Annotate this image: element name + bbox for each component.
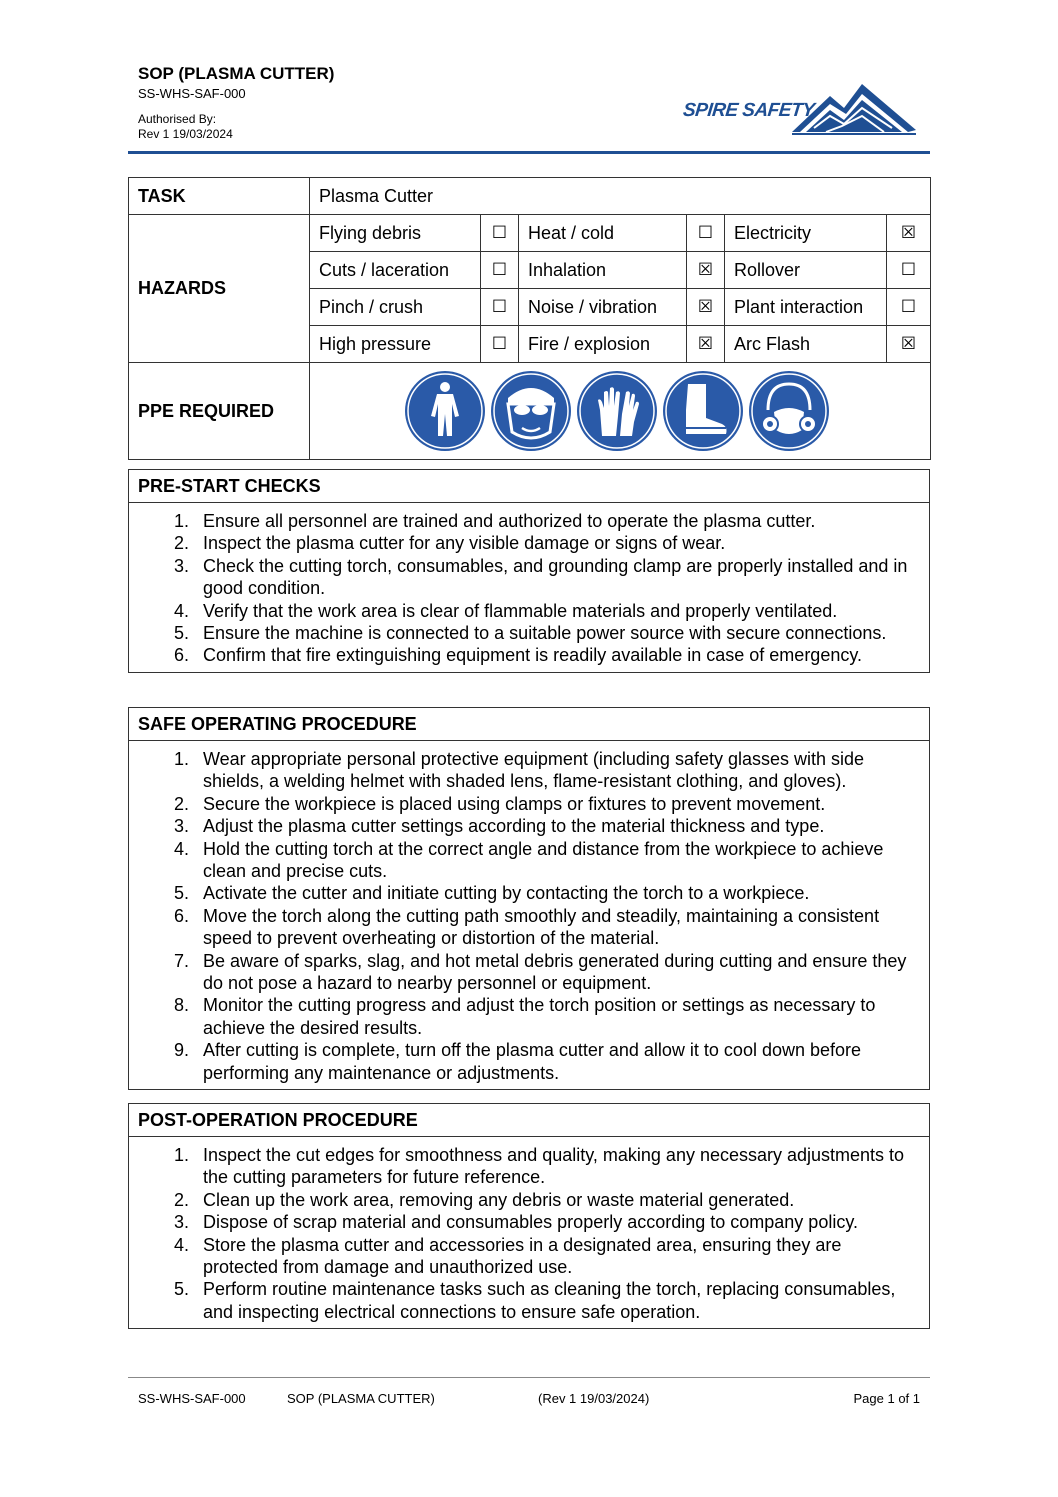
footer-divider [128,1377,930,1378]
list-item-text: Check the cutting torch, consumables, and grounding clamp are properly installed and in good condition. [203,555,908,599]
list-item-number: 3. [173,1212,189,1233]
list-item [129,905,921,950]
hazard-checkbox[interactable]: ☒ [687,289,725,326]
list-item-number: 1. [173,1145,189,1165]
list-item [129,994,921,1039]
hazard-name: High pressure [310,326,481,363]
list-item [129,1144,921,1189]
hazard-name: Cuts / laceration [310,252,481,289]
list-item-number: 7. [173,950,189,971]
list-item [129,1234,921,1279]
hazard-name: Rollover [725,252,887,289]
list-item [129,532,921,554]
hazard-checkbox[interactable]: ☒ [687,252,725,289]
authorised-by-label: Authorised By: [138,112,217,126]
list-item-number: 6. [173,645,189,666]
ppe-label: PPE REQUIRED [129,363,310,460]
list-item-text: Perform routine maintenance tasks such as cleaning the torch, replacing consumables, and inspecting electrical connections to ensure safe operation. [203,1279,896,1322]
hazard-name: Noise / vibration [519,289,687,326]
list-item-text: Wear appropriate personal protective equipment (including safety glasses with side shields, a welding helmet with shaded lens, flame-resistant clothing, and gloves). [203,749,865,792]
list-item [129,1211,921,1233]
safe-operating-procedure-section [128,707,930,1090]
list-item-number: 3. [173,555,189,576]
footer-revision: (Rev 1 19/03/2024) [538,1391,650,1406]
hazard-name: Fire / explosion [519,326,687,363]
list-item-text: After cutting is complete, turn off the plasma cutter and allow it to cool down before performing any maintenance or adjustments. [203,1040,862,1083]
list-item-number: 5. [173,883,189,904]
task-label: TASK [129,178,310,215]
hazard-name: Inhalation [519,252,687,289]
hazard-name: Plant interaction [725,289,887,326]
hazard-name: Pinch / crush [310,289,481,326]
list-item-text: Dispose of scrap material and consumables properly according to company policy. [203,1212,858,1233]
list-item-number: 9. [173,1040,189,1061]
list-item-text: Activate the cutter and initiate cutting by contacting the torch to a workpiece. [203,883,810,904]
list-item [129,644,921,666]
safety-boots-icon [662,370,744,452]
list-item [129,882,921,904]
list-item-number: 3. [173,816,189,837]
hazard-checkbox[interactable]: ☐ [481,326,519,363]
pre-start-checks-section [128,469,930,673]
list-item [129,1039,921,1084]
hazard-checkbox[interactable]: ☒ [887,326,931,363]
pre-start-checks-list [129,510,921,667]
mountain-logo-icon [792,82,916,136]
safe-operating-procedure-heading: SAFE OPERATING PROCEDURE [129,708,929,741]
list-item-text: Move the torch along the cutting path smoothly and steadily, maintaining a consistent speed to prevent overheating or distortion of the material. [203,905,880,949]
list-item-number: 2. [173,533,189,554]
respirator-mask-icon [748,370,830,452]
list-item [129,793,921,815]
list-item [129,510,921,532]
hazard-checkbox[interactable]: ☐ [687,215,725,252]
document-header [138,64,334,142]
hazard-name: Arc Flash [725,326,887,363]
list-item-text: Secure the workpiece is placed using clamps or fixtures to prevent movement. [203,793,826,814]
list-item [129,622,921,644]
list-item-number: 2. [173,793,189,814]
list-item-number: 5. [173,623,189,644]
list-item-number: 2. [173,1189,189,1210]
list-item [129,1278,921,1323]
list-item [129,555,921,600]
list-item-text: Clean up the work area, removing any debris or waste material generated. [203,1189,795,1210]
list-item-number: 4. [173,1234,189,1255]
list-item-text: Inspect the plasma cutter for any visible damage or signs of wear. [203,533,726,554]
document-title: SOP (PLASMA CUTTER) [138,64,335,83]
list-item [129,600,921,622]
list-item [129,1189,921,1211]
list-item-text: Monitor the cutting progress and adjust the torch position or settings as necessary to achieve the desired results. [203,995,876,1038]
hazard-name: Flying debris [310,215,481,252]
footer-title: SOP (PLASMA CUTTER) [287,1391,435,1406]
list-item-text: Ensure all personnel are trained and authorized to operate the plasma cutter. [203,511,816,531]
list-item-text: Ensure the machine is connected to a suitable power source with secure connections. [203,623,887,644]
hazard-row [129,215,931,252]
hazard-checkbox[interactable]: ☒ [687,326,725,363]
header-divider [128,151,930,154]
task-value: Plasma Cutter [310,178,931,215]
hazard-checkbox[interactable]: ☐ [481,252,519,289]
list-item-number: 4. [173,838,189,859]
hazards-label: HAZARDS [129,215,310,363]
pre-start-checks-heading: PRE-START CHECKS [129,470,929,503]
list-item-number: 4. [173,600,189,621]
hazard-checkbox[interactable]: ☐ [481,289,519,326]
list-item-text: Be aware of sparks, slag, and hot metal debris generated during cutting and ensure they do not pose a hazard to nearby personnel or equipment. [203,950,907,994]
safe-operating-procedure-list [129,748,921,1084]
list-item [129,838,921,883]
hazard-checkbox[interactable]: ☐ [887,252,931,289]
task-row [129,178,931,215]
list-item-text: Store the plasma cutter and accessories in a designated area, ensuring they are protected from damage and unauthorized use. [203,1234,842,1278]
hazard-name: Electricity [725,215,887,252]
list-item-number: 1. [173,749,189,769]
ppe-icons-cell [310,363,931,460]
list-item-number: 6. [173,905,189,926]
company-logo [680,82,918,136]
safety-gloves-icon [576,370,658,452]
list-item-text: Adjust the plasma cutter settings according to the material thickness and type. [203,816,825,837]
task-hazard-table [128,177,931,460]
list-item [129,950,921,995]
hazard-checkbox[interactable]: ☒ [887,215,931,252]
revision-label: Rev 1 19/03/2024 [138,127,233,141]
list-item-text: Inspect the cut edges for smoothness and quality, making any necessary adjustments to the cutting parameters for future reference. [203,1145,905,1188]
logo-text: SPIRE SAFETY [681,100,816,121]
post-operation-procedure-section [128,1103,930,1329]
footer-page-number: Page 1 of 1 [853,1391,920,1406]
list-item-number: 8. [173,995,189,1016]
protective-coverall-icon [404,370,486,452]
hazard-checkbox[interactable]: ☐ [887,289,931,326]
document-code: SS-WHS-SAF-000 [138,86,246,101]
list-item-number: 5. [173,1279,189,1300]
face-shield-goggles-icon [490,370,572,452]
footer-code: SS-WHS-SAF-000 [138,1391,246,1406]
post-operation-procedure-list [129,1144,921,1323]
list-item-text: Confirm that fire extinguishing equipment is readily available in case of emergency. [203,645,863,666]
list-item-text: Verify that the work area is clear of flammable materials and properly ventilated. [203,600,838,621]
list-item [129,748,921,793]
ppe-row [129,363,931,460]
list-item-number: 1. [173,511,189,531]
hazard-checkbox[interactable]: ☐ [481,215,519,252]
list-item [129,815,921,837]
hazard-name: Heat / cold [519,215,687,252]
list-item-text: Hold the cutting torch at the correct angle and distance from the workpiece to achieve clean and precise cuts. [203,838,884,882]
post-operation-procedure-heading: POST-OPERATION PROCEDURE [129,1104,929,1137]
